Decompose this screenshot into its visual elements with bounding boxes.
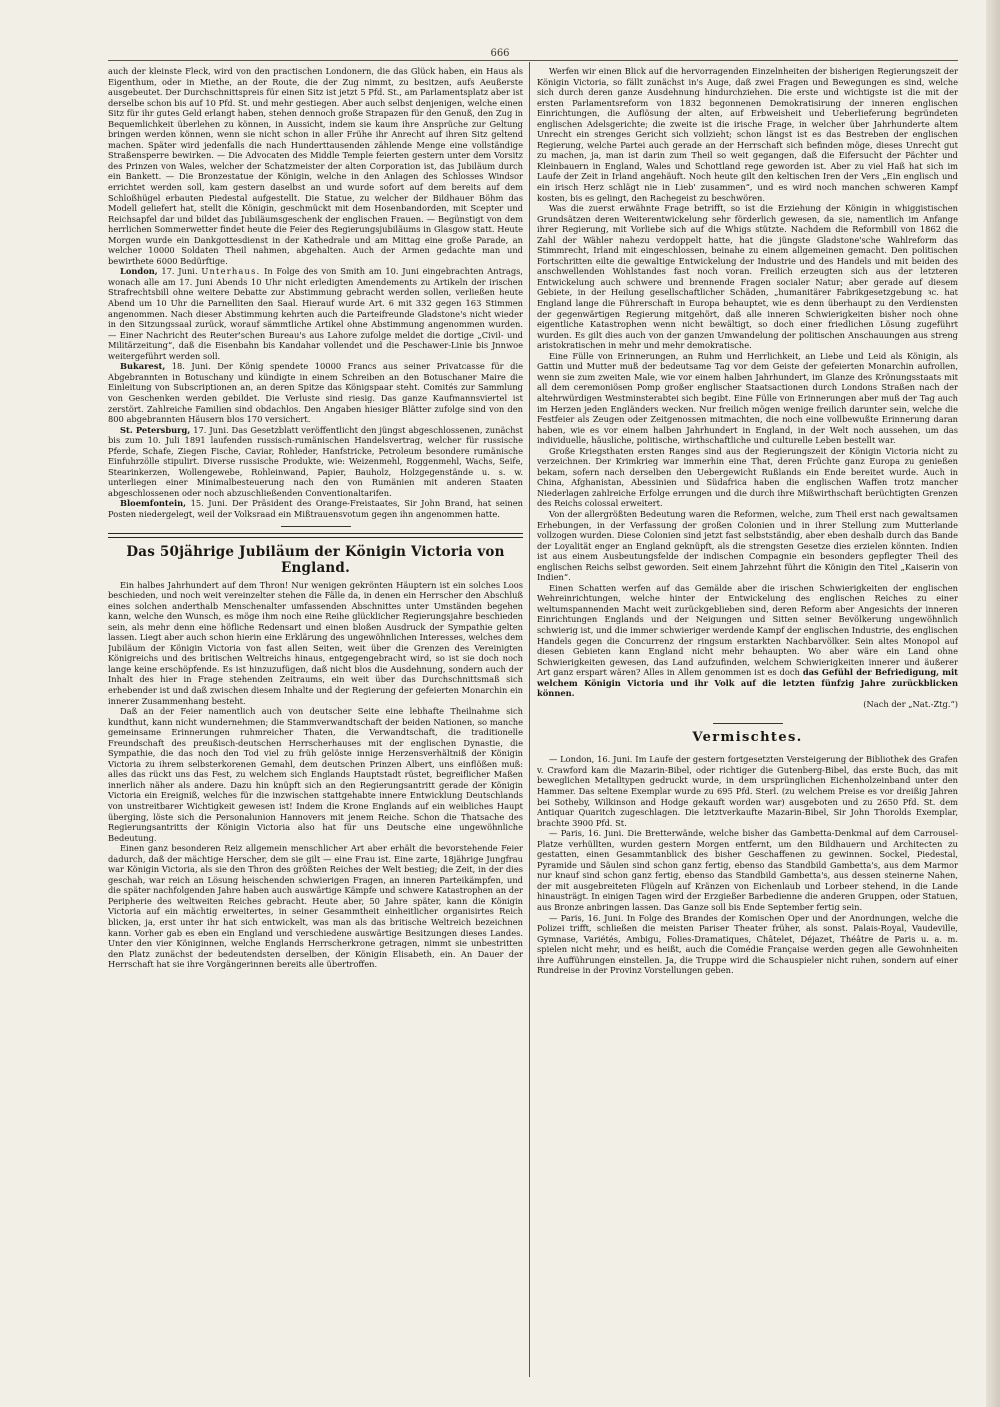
article-text: Einen Schatten werfen auf das Gemälde aber die irischen Schwierigkeiten der englischen Wehreinrichtungen, welche hinter der Entwickelung des englischen Reiches zu einer weltumspannenden Macht weit zurückgeblieben sind, deren Reform aber Angesichts der inneren Einrichtungen Englands und der Neigungen und Sitten seiner Bevölkerung ungewöhnlich schwierig ist, und die immer schwieriger werdende Kampf der englischen Industrie, des englischen Handels gegen die Concurrenz der ringsum erstarkten Nachbarvölker. Sein altes Monopol auf diesen Gebieten kann England nicht mehr behaupten. Wo aber wäre ein Land ohne Schwierigkeiten gewesen, das Land aufzufinden, welchem Schwierigkeiten innerer und äußerer Art ganz erspart wären? Alles in Allem genommen ist es doch — [537, 582, 958, 678]
article-paragraph: Große Kriegsthaten ersten Ranges sind aus der Regierungszeit der Königin Victoria nicht zu verzeichnen. Der Krimkrieg war immerhin eine That, deren Früchte ganz Europa zu genießen bekam, sofern nach derselben den Uebergewicht Rußlands ein Ende bereitet wurde. Auch in China, Afghanistan, Abessinien und Südafrica haben die englischen Waffen trotz mancher Niederlagen zahlreiche Erfolge errungen und die durch ihre Mißwirthschaft berüchtigten Grenzen des Reichs colossal erweitert. — [537, 445, 958, 509]
book-binding-edge — [986, 0, 1000, 1407]
dateline-subhead: Unterhaus. — [201, 266, 261, 277]
left-column — [108, 66, 523, 1379]
news-text: 18. Juni. Der König spendete 10000 Francs aus seiner Privatcasse für die Abgebrannten in Botuschany und kündigte in einem Schreiben an den Botuschaner Maire die Einleitung von Subscriptionen an, an deren Spitze das Königspaar steht. Comités zur Sammlung von Geschenken werden gebildet. Die Verluste sind riesig. Das ganze Kaufmannsviertel ist zerstört. Zahlreiche Familien sind obdachlos. Den Angaben hiesiger Blätter zufolge sind von den 800 abgebrannten Häusern blos 170 versichert. — [108, 361, 523, 425]
article-paragraph: Was die zuerst erwähnte Frage betrifft, so ist die Erziehung der Königin in whiggistischen Grundsätzen deren Weiterentwickelung sehr förderlich gewesen, da sie, namentlich im Anfange ihrer Regierung, mit Vorliebe sich auf die Whigs stützte. Nachdem die Reformbill von 1862 die Zahl der Wähler nahezu verdoppelt hatte, hat die jüngste Gladstone'sche Wahlreform das Stimmrecht, Irland mit eingeschlossen, beinahe zu einem allgemeinen gemacht. Den politischen Fortschritten eilte die gewaltige Entwickelung der Industrie und des Handels und mit beiden des anschwellenden Wohlstandes fast noch voran. Freilich erzeugten sich aus der letzteren Entwickelung auch schwere und brennende Fragen socialer Natur; aber gerade auf diesem Gebiete, in der Heilung gesellschaftlicher Schäden, „humanitärer Fabrikgesetzgebung ꝛc. hat England lange die Führerschaft in Europa behauptet, wie es denn überhaupt zu den Verdiensten der gegenwärtigen Regierung mitgehört, daß alle inneren Schwierigkeiten bisher noch ohne eigentliche Katastrophen wenn nicht bewältigt, so doch einer friedlichen Lösung zugeführt wurden. Es gilt dies auch von der ganzen Umwandelung der politischen Anschauungen aus streng aristokratischen in mehr und mehr demokratische. — [537, 203, 958, 351]
news-bloemfontein — [108, 498, 523, 519]
misc-title: Vermischtes. — [692, 730, 803, 746]
dateline-place: St. Petersburg, — [120, 424, 191, 435]
article-paragraph: Werfen wir einen Blick auf die hervorragenden Einzelnheiten der bisherigen Regierungszeit der Königin Victoria, so fällt zunächst in's Auge, daß zwei Fragen und Bewegungen es sind, welche sich durch deren ganze Ausdehnung hindurchziehen. Die erste und wichtigste ist die mit der ersten Parlamentsreform von 1832 begonnenen Demokratisirung der inneren englischen Einrichtungen, die Auflösung der alten, auf Erbweisheit und Ueberlieferung begründeten englischen Adelsgerichte; die zweite ist die irische Frage, in welcher über Jahrhunderte altem Unrecht ein strenges Gericht sich vollzieht; schon längst ist es das Bestreben der englischen Regierung, welche Partei auch gerade an der Herrschaft sich befinden möge, dieses Unrecht gut zu machen, ja, man ist darin zum Theil so weit gegangen, daß die Eifersucht der Pächter und Kleinbauern in England, Wales und Schottland rege geworden ist. Aber zu viel Haß hat sich im Laufe der Zeit in Irland angehäuft. Noch heute gilt den keltischen Iren der Vers „Ein englisch und ein irisch Herz schlägt nie in Lieb' zusammen“, und es wird noch manchen schweren Kampf kosten, bis es gelingt, den Rachegeist zu beschwören. — [537, 66, 958, 203]
news-text: 17. Juni. Das Gesetzblatt veröffentlicht den jüngst abgeschlossenen, zunächst bis zum 10. Juli 1891 laufenden russisch-rumänischen Handelsvertrag, welcher für russische Pferde, Schafe, Ziegen Fische, Caviar, Rohleder, Hanfstricke, Petroleum besondere rumänische Einfuhrzölle stipulirt. Diverse russische Produkte, wie: Weizenmehl, Roggenmehl, Wachs, Seife, Stearinkerzen, Wollengewebe, Rohleinwand, Papier, Bauholz, Holzgegenstände u. s. w. unterliegen einer Minimalbesteuerung nach den von Rumänien mit anderen Staaten abgeschlossenen oder noch abzuschließenden Conventionaltarifen. — [108, 424, 523, 498]
article-paragraph: Eine Fülle von Erinnerungen, an Ruhm und Herrlichkeit, an Liebe und Leid als Königin, als Gattin und Mutter muß der bedeutsame Tag vor dem Geiste der gefeierten Monarchin aufrollen, wenn sie zum zweiten Male, wie vor einem halben Jahrhundert, im Glanze des Krönungsstaats mit all dem ceremoniösen Pomp großer englischer Staatsactionen durch Londons Straßen nach der altehrwürdigen Westminsterabtei sich begibt. Eine Fülle von Erinnerungen aber muß der Tag auch im Herzen jeden Engländers wecken. Nur freilich mögen wenige freilich darunter sein, welche die Festfeier als Zeugen oder Zeitgenossen mitmachten, die noch eine vollbewußte Erinnerung daran haben, wie es vor einem halben Jahrhundert in England, in der Welt noch aussehen, um das individuelle, häusliche, politische, wirthschaftliche und culturelle Leben bestellt war. — [537, 350, 958, 446]
misc-item: — Paris, 16. Juni. In Folge des Brandes der Komischen Oper und der Anordnungen, welche die Polizei trifft, schließen die meisten Pariser Theater früher, als sonst. Palais-Royal, Vaudeville, Gymnase, Variétés, Ambigu, Folies-Dramatiques, Châtelet, Déjazet, Théâtre de Paris u. a. m. spielen nicht mehr, und es heißt, auch die Comédie Française werden gegen alle Gewohnheiten ihre Aufführungen einstellen. Ja, die Truppe wird die Schauspieler nicht ruhen, sondern auf einer Rundreise in der Provinz Vorstellungen geben. — [537, 912, 958, 976]
misc-item: — London, 16. Juni. Im Laufe der gestern fortgesetzten Versteigerung der Bibliothek des Grafen v. Crawford kam die Mazarin-Bibel, oder richtiger die Gutenberg-Bibel, das erste Buch, das mit beweglichen Metalltypen gedruckt wurde, in dem ursprünglichen Eichenholzeinband unter den Hammer. Das seltene Exemplar wurde zu 695 Pfd. Sterl. (zu welchem Preise es vor dreißig Jahren bei Sotheby, Wilkinson and Hodge gekauft worden war) ausgeboten und zu 2650 Pfd. St. dem Antiquar Quaritch zugeschlagen. Die letztverkaufte Mazarin-Bibel, Sir John Thorolds Exemplar, brachte 3900 Pfd. St. — [537, 754, 958, 828]
news-petersburg — [108, 425, 523, 499]
section-separator — [713, 723, 783, 724]
dateline-place: London, — [120, 266, 158, 277]
article-paragraph — [537, 583, 958, 699]
news-text: 15. Juni. Der Präsident des Orange-Freistaates, Sir John Brand, hat seinen Posten niedergelegt, weil der Volksraad ein Mißtrauensvotum gegen ihn angenommen hatte. — [108, 498, 523, 519]
dateline-date: 17. Juni. — [161, 266, 198, 277]
header-rule — [108, 60, 958, 61]
page-number: 666 — [490, 48, 510, 59]
continued-paragraph: auch der kleinste Fleck, wird von den practischen Londonern, die das Glück haben, ein Haus als Eigenthum, oder in Miethe, an der Route, die der Zug nimmt, zu besitzen, aufs Aeußerste ausgebeutet. Der Durchschnittspreis für einen Sitz ist jetzt 5 Pfd. St., am Parlamentsplatz aber ist derselbe schon bis auf 10 Pfd. St. und mehr gestiegen. Aber auch selbst denjenigen, welche einen Sitz für ihr gutes Geld erlangt haben, stehen dennoch große Strapazen für den Genuß, den Zug in Bequemlichkeit überlehen zu können, in Aussicht, indem sie kaum ihre Ansprüche zur Geltung bringen werden können, wenn sie nicht schon in aller Frühe ihr Anrecht auf ihren Sitz geltend machen. Später wird jedenfalls die nach Hunderttausenden zählende Menge eine vollständige Straßensperre bewirken. — Die Advocaten des Middle Temple feierten gestern unter dem Vorsitz des Prinzen von Wales, welcher der Schatzmeister der alten Corporation ist, das Jubiläum durch ein Bankett. — Die Bronzestatue der Königin, welche in den Anlagen des Schlosses Windsor errichtet werden soll, kam gestern daselbst an und wurde sofort auf dem bereits auf dem Schloßhügel erbauten Piedestal aufgestellt. Die Statue, zu welcher der Bildhauer Böhm das Modell geliefert hat, stellt die Königin, geschmückt mit dem Hosenbandorden, mit Scepter und Reichsapfel dar und bildet das Jubiläumsgeschenk der englischen Frauen. — Begünstigt von dem herrlichen Sommerwetter findet heute die Feier des Regierungsjubiläums in Glasgow statt. Heute Morgen wurde ein Dankgottesdienst in der Kathedrale und am Mittag eine große Parade, an welcher 10000 Soldaten Theil nahmen, abgehalten. Auch der Armen gedachte man und bewirthete 6000 Bedürftige. — [108, 66, 523, 266]
article-title: Das 50jährige Jubiläum der Königin Victoria von England. — [126, 543, 505, 576]
article-paragraph: Von der allergrößten Bedeutung waren die Reformen, welche, zum Theil erst nach gewaltsamen Erhebungen, in der Verfassung der großen Colonien und in ihrer Stellung zum Mutterlande vollzogen wurden. Diese Colonien sind jetzt fast selbstständig, aber eben deshalb durch das Bande der Loyalität enger an England geknüpft, als die strengsten Gesetze dies erzielen könnten. Indien ist aus einem Ausbeutungsfelde der indischen Compagnie ein besonders gepflegter Theil des englischen Reichs selbst geworden. Seit einem Jahrzehnt führt die Königin den Titel „Kaiserin von Indien“. — [537, 508, 958, 583]
double-rule — [108, 533, 523, 538]
news-london — [108, 266, 523, 361]
dateline-place: Bukarest, — [120, 361, 166, 372]
news-text: In Folge des von Smith am 10. Juni eingebrachten Antrags, wonach alle am 17. Juni Abends 10 Uhr nicht erledigten Amendements zu Artikeln der irischen Strafrechtsbill ohne weitere Debatte zur Abstimmung gebracht werden sollen, verließen heute Abend um 10 Uhr die Parnelliten den Saal. Hierauf wurde Art. 6 mit 332 gegen 163 Stimmen angenommen. Nach dieser Abstimmung kehrten auch die Parteifreunde Gladstone's nicht wieder in den Sitzungssaal zurück, worauf sämmtliche Artikel ohne Abstimmung angenommen wurden. — Einer Nachricht des Reuter'schen Bureau's aus Lahore zufolge meldet die dortige „Civil- und Militärzeitung“, daß die Eisenbahn bis Kandahar vollendet und die Peschawer-Linie bis Jnnwoe weitergeführt werden soll. — [108, 266, 523, 361]
article-paragraph: Ein halbes Jahrhundert auf dem Thron! Nur wenigen gekrönten Häuptern ist ein solches Loos beschieden, und noch weit vereinzelter stehen die Fälle da, in denen ein Herrscher den Abschluß eines solchen anderthalb Menschenalter umfassenden Abschnittes unter Umständen begehen kann, welche den Wunsch, es möge ihm noch eine Reihe glücklicher Regierungsjahre beschieden sein, als mehr denn eine höfliche Redensart und einen bloßen Ausdruck der Sympathie gelten lassen. Liegt aber auch schon hierin eine Erklärung des ungewöhnlichen Interesses, welches dem Jubiläum der Königin Victoria von fast allen Seiten, weit über die Grenzen des Vereinigten Königreichs und des britischen Weltreichs hinaus, entgegengebracht wird, so ist sie doch noch lange keine erschöpfende. Es ist hinzuzufügen, daß nicht blos die Ausdehnung, sondern auch der Inhalt des hier in Frage stehenden Zeitraums, ein weit über das Durchschnittsmaß sich erhebender ist und daß zwischen diesem Inhalte und der Regierung der gefeierten Monarchin ein innerer Zusammenhang besteht. — [108, 579, 523, 706]
misc-item: — Paris, 16. Juni. Die Bretterwände, welche bisher das Gambetta-Denkmal auf dem Carrousel-Platze verhüllten, wurden gestern Morgen entfernt, um den Bildhauern und Architecten zu gestatten, einen Gesammtanblick des bisher Geschaffenen zu gewinnen. Sockel, Piedestal, Pyramide und Säulen sind schon ganz fertig, ebenso das Standbild Gambetta's, aus dem Marmor nur knauf sind schon ganz fertig, ebenso das Standbild Gambetta's, aus dessen steinerne Nahen, der mit ausgebreiteten Flügeln auf Kränzen von Eichenlaub und Lorbeer stehend, in die Lande hinausträgt. In einigen Tagen wird der Erzgießer Barbedienne die anderen Gruppen, oder Statuen, aus Bronze anbringen lassen. Das Ganze soll bis Ende September fertig sein. — [537, 828, 958, 913]
article-emphasis: das Gefühl der Befriedigung, mit welchem Königin Victoria und ihr Volk auf die letzten fünfzig Jahre zurückblicken können. — [537, 667, 958, 699]
right-column — [537, 66, 958, 1379]
article-paragraph: Einen ganz besonderen Reiz allgemein menschlicher Art aber erhält die bevorstehende Feier dadurch, daß der mächtige Herscher, dem sie gilt — eine Frau ist. Eine zarte, 18jährige Jungfrau war Königin Victoria, als sie den Thron des größten Reiches der Welt bestieg; die Zeit, in der dies geschah, war reich an Lösung heischenden schwierigen Fragen, an inneren Parteikämpfen, und die später nachfolgenden Jahre haben auch auswärtige Kämpfe und schwere Katastrophen an der Peripherie des weltweiten Reiches gebracht. Heute aber, 50 Jahre später, kann die Königin Victoria auf ein mächtig erweitertes, in seiner Gesammtheit einheitlicher organisirtes Reich blicken, ja, erst unter ihr hat sich entwickelt, was man als das britische Weltreich bezeichnen kann. Vorher gab es eben ein England und verschiedene auswärtige Besitzungen dieses Landes. Unter den vier Königinnen, welche Englands Herrscherkrone getragen, nimmt sie unbestritten den Platz zunächst der bedeutendsten derselben, der Königin Elisabeth, ein. An Dauer der Herrschaft hat sie ihre Vorgängerinnen bereits alle übertroffen. — [108, 843, 523, 970]
dateline-place: Bloemfontein, — [120, 498, 187, 509]
news-bukarest — [108, 361, 523, 424]
section-separator — [281, 526, 351, 527]
article-paragraph: Daß an der Feier namentlich auch von deutscher Seite eine lebhafte Theilnahme sich kundthut, kann nicht wundernehmen; die Stammverwandtschaft der beiden Nationen, so manche gemeinsame Erinnerungen ruhmreicher Thaten, die Verwandtschaft, die traditionelle Freundschaft des preußisch-deutschen Herrscherhauses mit der englischen Dynastie, die Sympathie, die das noch den Tod viel zu früh gelöste innige Herzensverhältniß der Königin Victoria zu ihrem selbsterkorenen Gemahl, dem deutschen Prinzen Albert, uns einflößen muß: alles das rückt uns das Fest, zu welchem sich Englands Hauptstadt rüstet, begreiflicher Maßen innerlich näher als andere. Dazu hin knüpft sich an den Regierungsantritt gerade der Königin Victoria ein Ereigniß, welches für die inzwischen stattgehabte innere Entwicklung Deutschlands von unstreitbarer Wichtigkeit gewesen ist! Indem die Krone Englands auf ein weibliches Haupt überging, löste sich die Personalunion Hannovers mit jenem Reiche. Schon die Thatsache des Regierungsantritts der Königin Victoria also hat für uns Deutsche eine ungewöhnliche Bedeutung. — [108, 706, 523, 843]
column-divider — [529, 62, 530, 1377]
article-source: (Nach der „Nat.-Ztg.“) — [863, 698, 958, 709]
